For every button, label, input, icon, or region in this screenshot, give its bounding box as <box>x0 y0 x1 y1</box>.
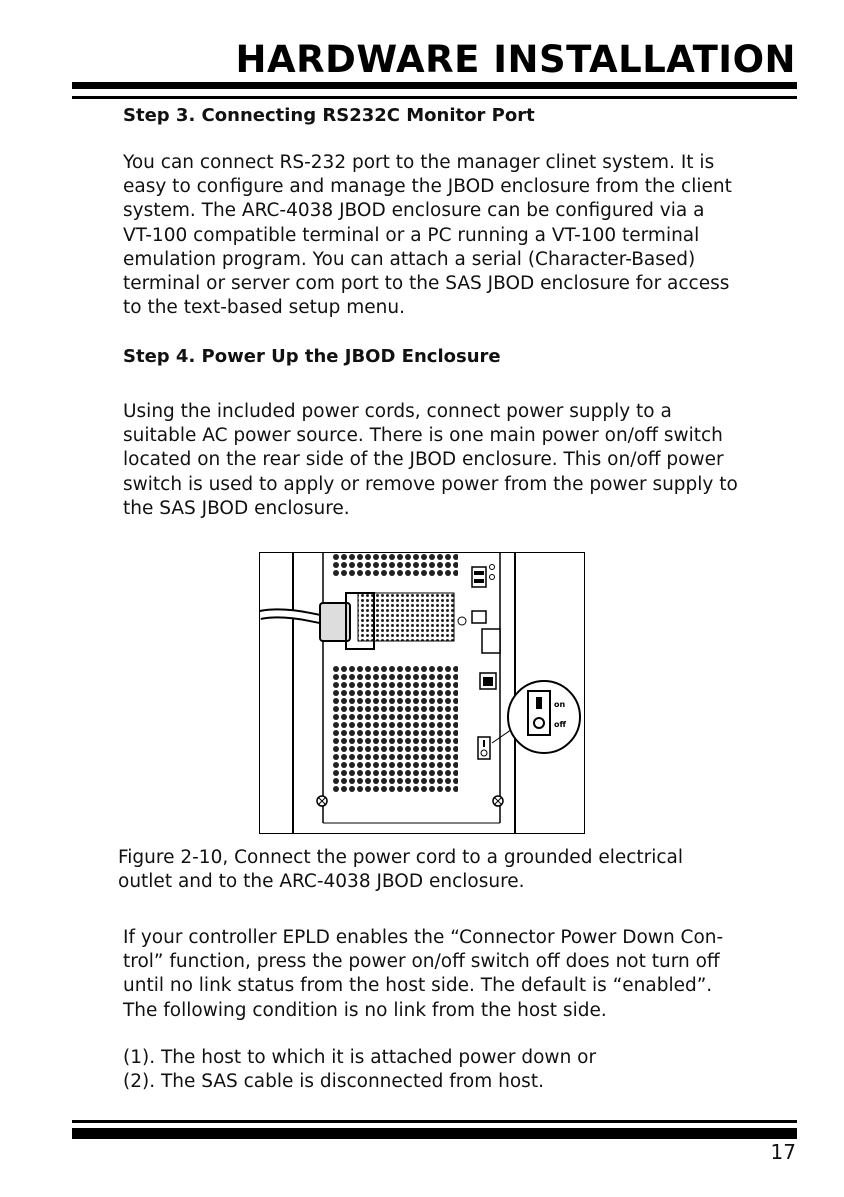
footer-rule-thick <box>72 1128 797 1139</box>
step3-line: to the text-based setup menu. <box>123 297 405 319</box>
step3-heading: Step 3. Connecting RS232C Monitor Port <box>123 105 535 126</box>
step4-line: located on the rear side of the JBOD enclosure. This on/off power <box>123 449 724 471</box>
step3-line: terminal or server com port to the SAS JBOD enclosure for access <box>123 273 730 295</box>
jbod-rear-panel-figure <box>259 552 585 834</box>
page-title: HARDWARE INSTALLATION <box>235 38 796 81</box>
header-rule-thick <box>72 82 797 89</box>
epld-line: If your controller EPLD enables the “Connector Power Down Con- <box>123 927 724 948</box>
condition-item: (1). The host to which it is attached power down or <box>123 1047 597 1068</box>
step3-paragraph <box>123 151 803 320</box>
switch-on-label: on <box>554 700 566 709</box>
switch-off-label: off <box>554 720 566 729</box>
step3-line: VT-100 compatible terminal or a PC running a VT-100 terminal <box>123 224 700 246</box>
step4-section <box>123 346 803 367</box>
step4-heading: Step 4. Power Up the JBOD Enclosure <box>123 346 501 367</box>
page-number: 17 <box>770 1140 796 1164</box>
step3-section <box>123 105 803 126</box>
step3-line: easy to configure and manage the JBOD enclosure from the client <box>123 176 732 198</box>
condition-item: (2). The SAS cable is disconnected from host. <box>123 1071 544 1093</box>
footer-rule-thin <box>72 1120 797 1123</box>
step4-line: switch is used to apply or remove power from the power supply to <box>123 473 738 495</box>
step3-line: emulation program. You can attach a serial (Character-Based) <box>123 248 696 270</box>
step3-line: You can connect RS-232 port to the manager clinet system. It is <box>123 152 715 173</box>
epld-paragraph <box>123 926 803 1023</box>
step3-line: system. The ARC-4038 JBOD enclosure can be configured via a <box>123 200 705 222</box>
step4-line: Using the included power cords, connect power supply to a <box>123 401 672 422</box>
step4-paragraph <box>123 400 803 521</box>
header-rule-thin <box>72 96 797 99</box>
epld-line: until no link status from the host side. The default is “enabled”. <box>123 975 713 997</box>
caption-line: Figure 2-10, Connect the power cord to a grounded electrical <box>118 847 684 868</box>
conditions-list <box>123 1046 803 1094</box>
epld-line: The following condition is no link from the host side. <box>123 999 607 1021</box>
step4-line: the SAS JBOD enclosure. <box>123 497 350 519</box>
step4-line: suitable AC power source. There is one main power on/off switch <box>123 425 723 447</box>
caption-line: outlet and to the ARC-4038 JBOD enclosure. <box>118 871 525 893</box>
figure-caption <box>118 846 683 894</box>
epld-line: trol” function, press the power on/off switch off does not turn off <box>123 951 720 973</box>
